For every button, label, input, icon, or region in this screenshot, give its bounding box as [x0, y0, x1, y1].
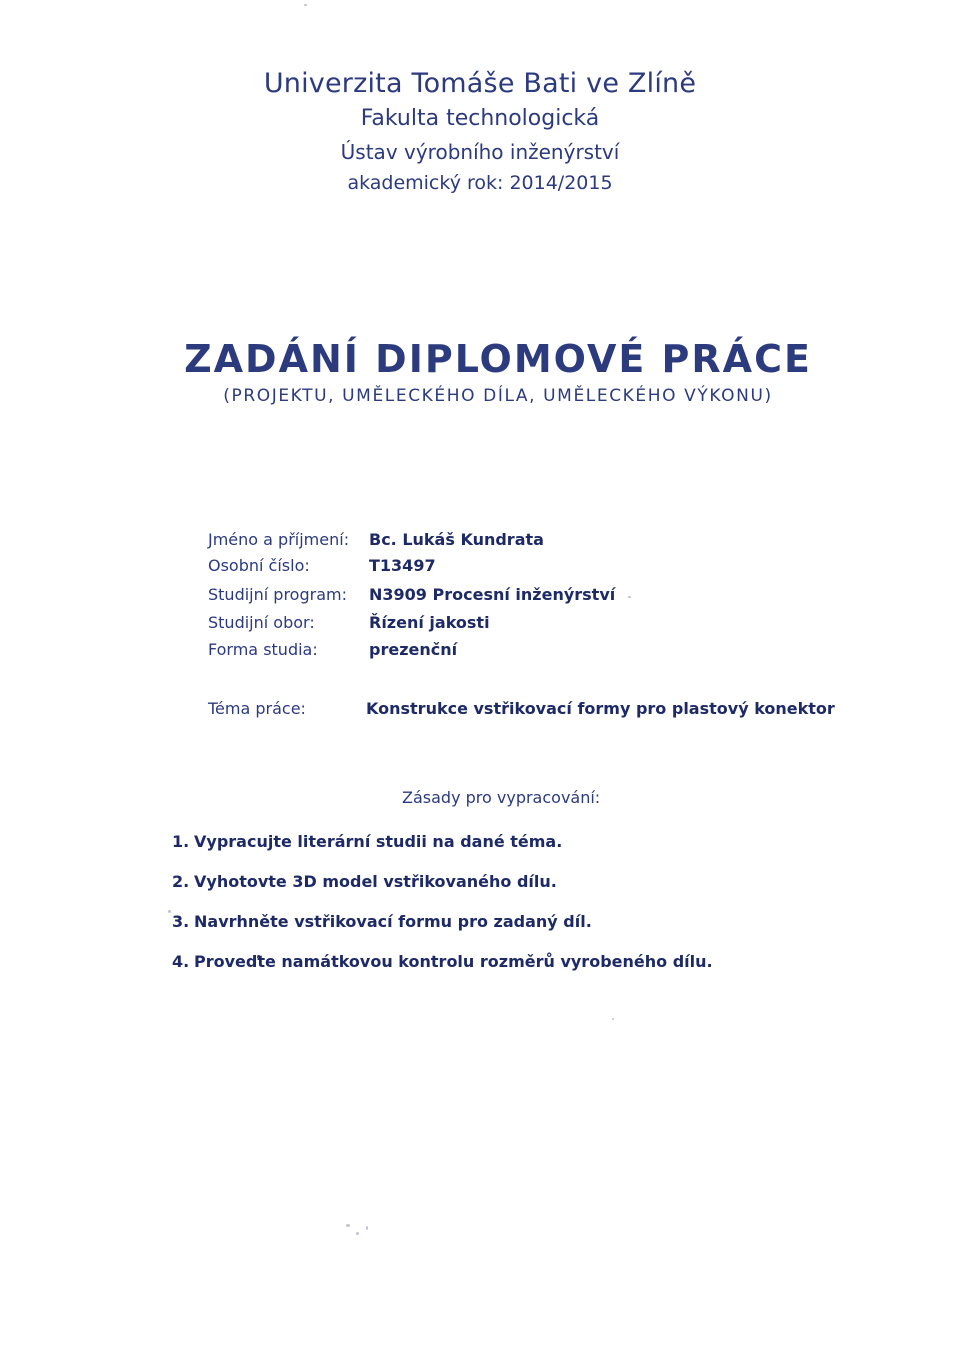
field-value: prezenční — [369, 640, 458, 659]
field-study-branch — [208, 610, 848, 636]
task-text: Vypracujte literární studii na dané téma. — [194, 832, 563, 851]
task-item — [172, 950, 713, 974]
task-item — [172, 830, 562, 854]
field-label: Forma studia: — [208, 640, 318, 659]
task-text: Navrhněte vstřikovací formu pro zadaný díl. — [194, 912, 592, 931]
field-study-form — [208, 637, 848, 663]
topic-value: Konstrukce vstřikovací formy pro plastový konektor — [366, 699, 835, 718]
task-number: 4. — [172, 952, 190, 971]
scan-speck — [628, 596, 631, 598]
task-number: 2. — [172, 872, 190, 891]
task-item — [172, 910, 592, 934]
scan-speck — [346, 1224, 350, 1227]
scan-speck — [366, 1226, 368, 1230]
field-topic — [208, 696, 848, 722]
task-number: 1. — [172, 832, 190, 851]
institute-name: Ústav výrobního inženýrství — [340, 140, 620, 164]
field-label: Studijní obor: — [208, 613, 315, 632]
task-item — [172, 870, 557, 894]
field-value: N3909 Procesní inženýrství — [369, 585, 616, 604]
field-label: Studijní program: — [208, 585, 347, 604]
scan-speck — [168, 910, 171, 913]
field-study-program — [208, 582, 848, 608]
field-label: Jméno a příjmení: — [208, 530, 350, 549]
scan-speck — [612, 1018, 614, 1020]
topic-label: Téma práce: — [208, 699, 306, 718]
field-personal-number — [208, 553, 848, 579]
field-value: Bc. Lukáš Kundrata — [369, 530, 544, 549]
field-value: T13497 — [369, 556, 436, 575]
document-title: ZADÁNÍ DIPLOMOVÉ PRÁCE — [184, 337, 812, 381]
faculty-name: Fakulta technologická — [360, 106, 600, 131]
task-number: 3. — [172, 912, 190, 931]
document-subtitle: (PROJEKTU, UMĚLECKÉHO DÍLA, UMĚLECKÉHO VÝKONU) — [223, 386, 773, 406]
task-text: Proveďte namátkovou kontrolu rozměrů vyrobeného dílu. — [194, 952, 713, 971]
academic-year: akademický rok: 2014/2015 — [347, 172, 613, 194]
task-text: Vyhotovte 3D model vstřikovaného dílu. — [194, 872, 557, 891]
scan-speck — [356, 1232, 359, 1235]
field-value: Řízení jakosti — [369, 613, 490, 632]
scan-speck — [304, 4, 307, 6]
university-name: Univerzita Tomáše Bati ve Zlíně — [263, 68, 697, 99]
field-name — [208, 527, 848, 553]
principles-heading: Zásady pro vypracování: — [402, 788, 601, 807]
field-label: Osobní číslo: — [208, 556, 310, 575]
